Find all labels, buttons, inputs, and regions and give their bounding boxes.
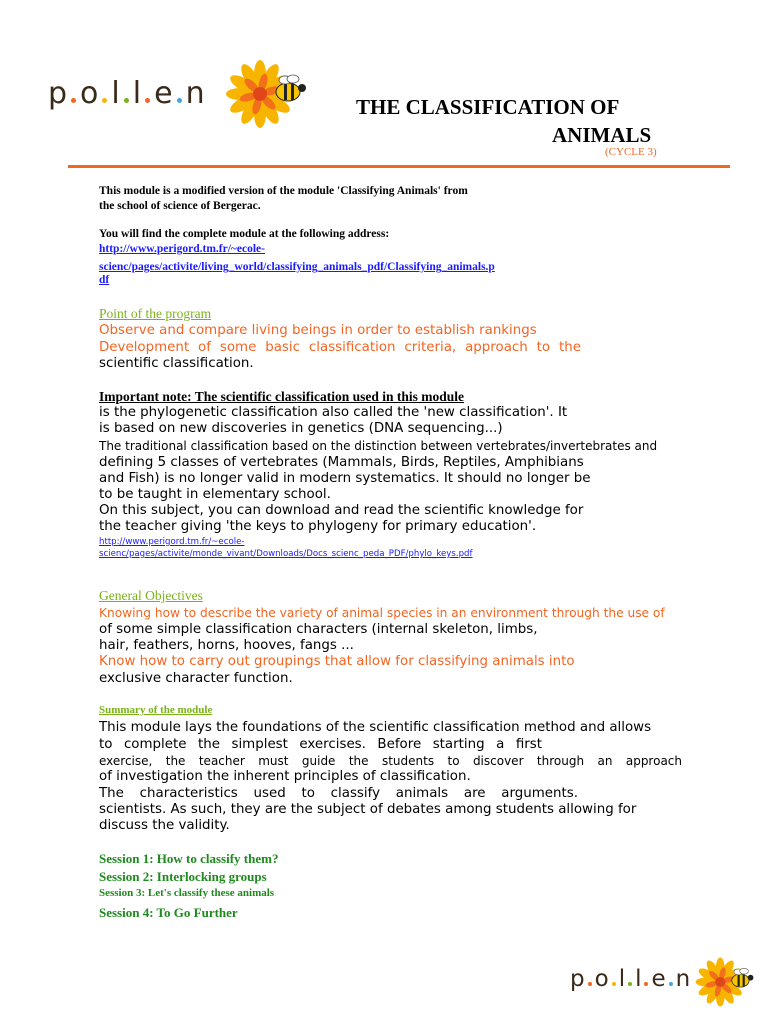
summary-line: of investigation the inherent principles of classification. — [99, 769, 471, 784]
logo-letter: e — [651, 966, 666, 992]
section-heading-program: Point of the program — [99, 306, 212, 321]
logo-dot — [612, 982, 616, 986]
logo-dot — [669, 982, 673, 986]
module-link[interactable] — [99, 243, 357, 255]
program-line: Development of some basic classification criteria, approach to the — [99, 340, 581, 355]
logo-dot — [102, 98, 107, 103]
session-item: Session 1: How to classify them? — [99, 851, 279, 866]
objectives-line: Knowing how to describe the variety of animal species in an environment through the use of — [99, 606, 665, 620]
note-line: is the phylogenetic classification also called the 'new classification'. It — [99, 405, 568, 420]
phylogeny-link[interactable]: http://www.perigord.tm.fr/~ecole- — [99, 537, 245, 547]
logo-dot — [71, 98, 76, 103]
module-link-text[interactable]: df — [99, 274, 110, 286]
summary-line: The characteristics used to classify animals are arguments. — [99, 786, 578, 801]
flower-bee-logo-icon — [222, 58, 314, 130]
summary-line: discuss the validity. — [99, 818, 230, 833]
module-link[interactable] — [99, 261, 674, 273]
logo-dot — [145, 98, 150, 103]
logo-letter: o — [594, 966, 609, 992]
note-line: defining 5 classes of vertebrates (Mammals, Birds, Reptiles, Amphibians — [99, 455, 584, 470]
note-line: to be taught in elementary school. — [99, 487, 331, 502]
important-note-heading: Important note: The scientific classification used in this module — [99, 389, 465, 404]
intro-line: the school of science of Bergerac. — [99, 200, 261, 212]
section-heading-summary: Summary of the module — [99, 704, 213, 716]
session-item: Session 2: Interlocking groups — [99, 869, 267, 884]
flower-bee-logo-icon — [692, 956, 760, 1008]
note-line: is based on new discoveries in genetics (DNA sequencing...) — [99, 421, 503, 436]
logo-dot — [644, 982, 648, 986]
logo-letter: l — [635, 966, 642, 992]
logo-dot — [124, 98, 129, 103]
session-item: Session 4: To Go Further — [99, 905, 238, 920]
header-divider — [68, 165, 730, 168]
phylogeny-link[interactable]: scienc/pages/activite/monde_vivant/Downloads/Docs_scienc_peda_PDF/phylo_keys.pdf — [99, 549, 473, 559]
module-link-text[interactable]: scienc/pages/activite/living_world/classifying_animals_pdf/Classifying_animals.p — [99, 261, 495, 273]
note-line: The traditional classification based on the distinction between vertebrates/invertebrates and — [99, 439, 658, 453]
program-line: Observe and compare living beings in order to establish rankings — [99, 323, 537, 338]
program-line: scientific classification. — [99, 356, 254, 371]
document-title-line2: ANIMALS — [552, 123, 652, 147]
module-link-text[interactable]: http://www.perigord.tm.fr/~ecole- — [99, 243, 265, 255]
document-title-line1: THE CLASSIFICATION OF — [356, 95, 620, 119]
objectives-line: hair, feathers, horns, hooves, fangs ... — [99, 638, 354, 653]
logo-letter: o — [80, 76, 99, 111]
objectives-line: exclusive character function. — [99, 671, 293, 686]
logo-letter: l — [111, 76, 120, 111]
intro-line: You will find the complete module at the following address: — [99, 228, 390, 240]
logo-letter: e — [154, 76, 173, 111]
summary-line: scientists. As such, they are the subject of debates among students allowing for — [99, 802, 637, 817]
summary-line: exercise, the teacher must guide the students to discover through an approach — [99, 754, 682, 768]
pollen-logo-footer — [570, 966, 690, 992]
objectives-line: of some simple classification characters (internal skeleton, limbs, — [99, 622, 538, 637]
pollen-logo — [48, 76, 205, 111]
summary-line: This module lays the foundations of the scientific classification method and allows — [99, 720, 652, 735]
note-line: the teacher giving 'the keys to phylogeny for primary education'. — [99, 519, 537, 534]
section-heading-objectives: General Objectives — [99, 588, 203, 603]
objectives-line: Know how to carry out groupings that allow for classifying animals into — [99, 654, 575, 669]
note-line: and Fish) is no longer valid in modern systematics. It should no longer be — [99, 471, 591, 486]
session-item: Session 3: Let's classify these animals — [99, 887, 275, 899]
intro-line: This module is a modified version of the module 'Classifying Animals' from — [99, 185, 468, 197]
logo-letter: n — [185, 76, 205, 111]
logo-letter: l — [132, 76, 142, 111]
logo-letter: p — [48, 76, 68, 111]
logo-dot — [588, 982, 592, 986]
logo-letter: p — [570, 966, 585, 992]
logo-letter: l — [618, 966, 626, 992]
logo-dot — [628, 982, 632, 986]
summary-line: to complete the simplest exercises. Before starting a first — [99, 737, 542, 752]
logo-dot — [177, 98, 182, 103]
cycle-label: (CYCLE 3) — [605, 146, 657, 158]
note-line: On this subject, you can download and read the scientific knowledge for — [99, 503, 584, 518]
module-link[interactable] — [99, 274, 113, 286]
logo-letter: n — [675, 966, 691, 992]
